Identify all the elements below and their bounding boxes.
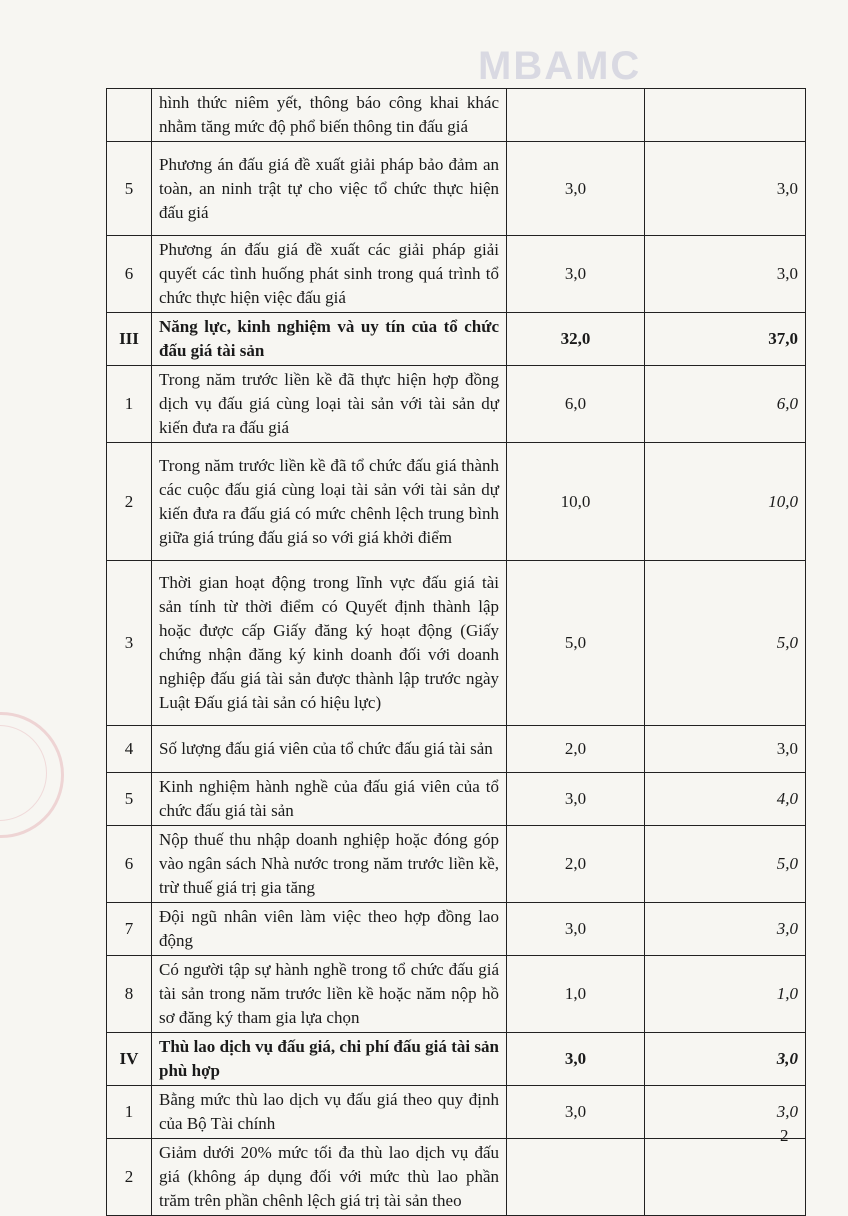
max-score-cell: 2,0 (507, 826, 645, 903)
criterion-cell: Kinh nghiệm hành nghề của đấu giá viên của tổ chức đấu giá tài sản (152, 773, 507, 826)
row-number-cell: 6 (107, 236, 152, 313)
row-number-cell: 3 (107, 561, 152, 726)
table-row (107, 826, 806, 903)
row-number-cell: IV (107, 1033, 152, 1086)
awarded-score-cell: 1,0 (645, 956, 806, 1033)
criterion-cell: Đội ngũ nhân viên làm việc theo hợp đồng lao động (152, 903, 507, 956)
row-number-cell: III (107, 313, 152, 366)
criterion-cell: hình thức niêm yết, thông báo công khai khác nhằm tăng mức độ phổ biến thông tin đấu giá (152, 89, 507, 142)
table-row (107, 1086, 806, 1139)
max-score-cell: 3,0 (507, 1033, 645, 1086)
criterion-cell: Thù lao dịch vụ đấu giá, chi phí đấu giá tài sản phù hợp (152, 1033, 507, 1086)
row-number-cell: 1 (107, 366, 152, 443)
max-score-cell: 3,0 (507, 142, 645, 236)
scoring-table (106, 88, 806, 1216)
max-score-cell: 5,0 (507, 561, 645, 726)
max-score-cell: 3,0 (507, 903, 645, 956)
awarded-score-cell: 10,0 (645, 443, 806, 561)
row-number-cell: 6 (107, 826, 152, 903)
criterion-cell: Bằng mức thù lao dịch vụ đấu giá theo quy định của Bộ Tài chính (152, 1086, 507, 1139)
awarded-score-cell: 3,0 (645, 726, 806, 773)
awarded-score-cell: 3,0 (645, 142, 806, 236)
row-number-cell: 2 (107, 1139, 152, 1216)
max-score-cell (507, 89, 645, 142)
awarded-score-cell: 3,0 (645, 236, 806, 313)
awarded-score-cell: 3,0 (645, 1086, 806, 1139)
max-score-cell: 3,0 (507, 236, 645, 313)
max-score-cell: 10,0 (507, 443, 645, 561)
page-number: 2 (780, 1126, 789, 1145)
awarded-score-cell: 5,0 (645, 561, 806, 726)
table-row (107, 236, 806, 313)
awarded-score-cell: 4,0 (645, 773, 806, 826)
row-number-cell: 7 (107, 903, 152, 956)
criterion-cell: Có người tập sự hành nghề trong tổ chức đấu giá tài sản trong năm trước liền kề hoặc năm nộp hồ sơ đăng ký tham gia lựa chọn (152, 956, 507, 1033)
table-row (107, 1139, 806, 1216)
max-score-cell: 32,0 (507, 313, 645, 366)
table-section-row (107, 1033, 806, 1086)
max-score-cell: 3,0 (507, 773, 645, 826)
awarded-score-cell (645, 89, 806, 142)
row-number-cell: 4 (107, 726, 152, 773)
table-section-row (107, 313, 806, 366)
row-number-cell: 8 (107, 956, 152, 1033)
criterion-cell: Giảm dưới 20% mức tối đa thù lao dịch vụ đấu giá (không áp dụng đối với mức thù lao phần trăm trên phần chênh lệch giá trị tài sản theo (152, 1139, 507, 1216)
row-number-cell: 5 (107, 773, 152, 826)
partial-seal-stamp (0, 712, 64, 838)
table-row (107, 726, 806, 773)
table-row (107, 443, 806, 561)
table-row (107, 89, 806, 142)
table-row (107, 561, 806, 726)
table-row (107, 142, 806, 236)
row-number-cell: 5 (107, 142, 152, 236)
awarded-score-cell: 6,0 (645, 366, 806, 443)
bleed-through-logo: MBAMC (478, 44, 642, 88)
max-score-cell: 6,0 (507, 366, 645, 443)
max-score-cell: 2,0 (507, 726, 645, 773)
max-score-cell: 3,0 (507, 1086, 645, 1139)
awarded-score-cell: 5,0 (645, 826, 806, 903)
row-number-cell: 2 (107, 443, 152, 561)
criterion-cell: Thời gian hoạt động trong lĩnh vực đấu giá tài sản tính từ thời điểm có Quyết định thành lập hoặc được cấp Giấy đăng ký hoạt động (Giấy chứng nhận đăng ký kinh doanh đối với doanh nghiệp đấu giá tài sản được thành lập trước ngày Luật Đấu giá tài sản có hiệu lực) (152, 561, 507, 726)
criterion-cell: Nộp thuế thu nhập doanh nghiệp hoặc đóng góp vào ngân sách Nhà nước trong năm trước liền kề, trừ thuế giá trị gia tăng (152, 826, 507, 903)
table-row (107, 773, 806, 826)
table-row (107, 903, 806, 956)
row-number-cell (107, 89, 152, 142)
awarded-score-cell: 3,0 (645, 1033, 806, 1086)
table-row (107, 366, 806, 443)
criterion-cell: Năng lực, kinh nghiệm và uy tín của tổ chức đấu giá tài sản (152, 313, 507, 366)
awarded-score-cell: 3,0 (645, 903, 806, 956)
max-score-cell: 1,0 (507, 956, 645, 1033)
row-number-cell: 1 (107, 1086, 152, 1139)
criterion-cell: Phương án đấu giá đề xuất giải pháp bảo đảm an toàn, an ninh trật tự cho việc tổ chức thực hiện đấu giá (152, 142, 507, 236)
max-score-cell (507, 1139, 645, 1216)
criterion-cell: Phương án đấu giá đề xuất các giải pháp giải quyết các tình huống phát sinh trong quá trình tổ chức thực hiện việc đấu giá (152, 236, 507, 313)
awarded-score-cell: 37,0 (645, 313, 806, 366)
table-row (107, 956, 806, 1033)
criterion-cell: Trong năm trước liền kề đã thực hiện hợp đồng dịch vụ đấu giá cùng loại tài sản với tài sản dự kiến đưa ra đấu giá (152, 366, 507, 443)
criterion-cell: Số lượng đấu giá viên của tổ chức đấu giá tài sản (152, 726, 507, 773)
awarded-score-cell (645, 1139, 806, 1216)
criterion-cell: Trong năm trước liền kề đã tổ chức đấu giá thành các cuộc đấu giá cùng loại tài sản với tài sản dự kiến đưa ra đấu giá có mức chênh lệch trung bình giữa giá trúng đấu giá so với giá khởi điểm (152, 443, 507, 561)
